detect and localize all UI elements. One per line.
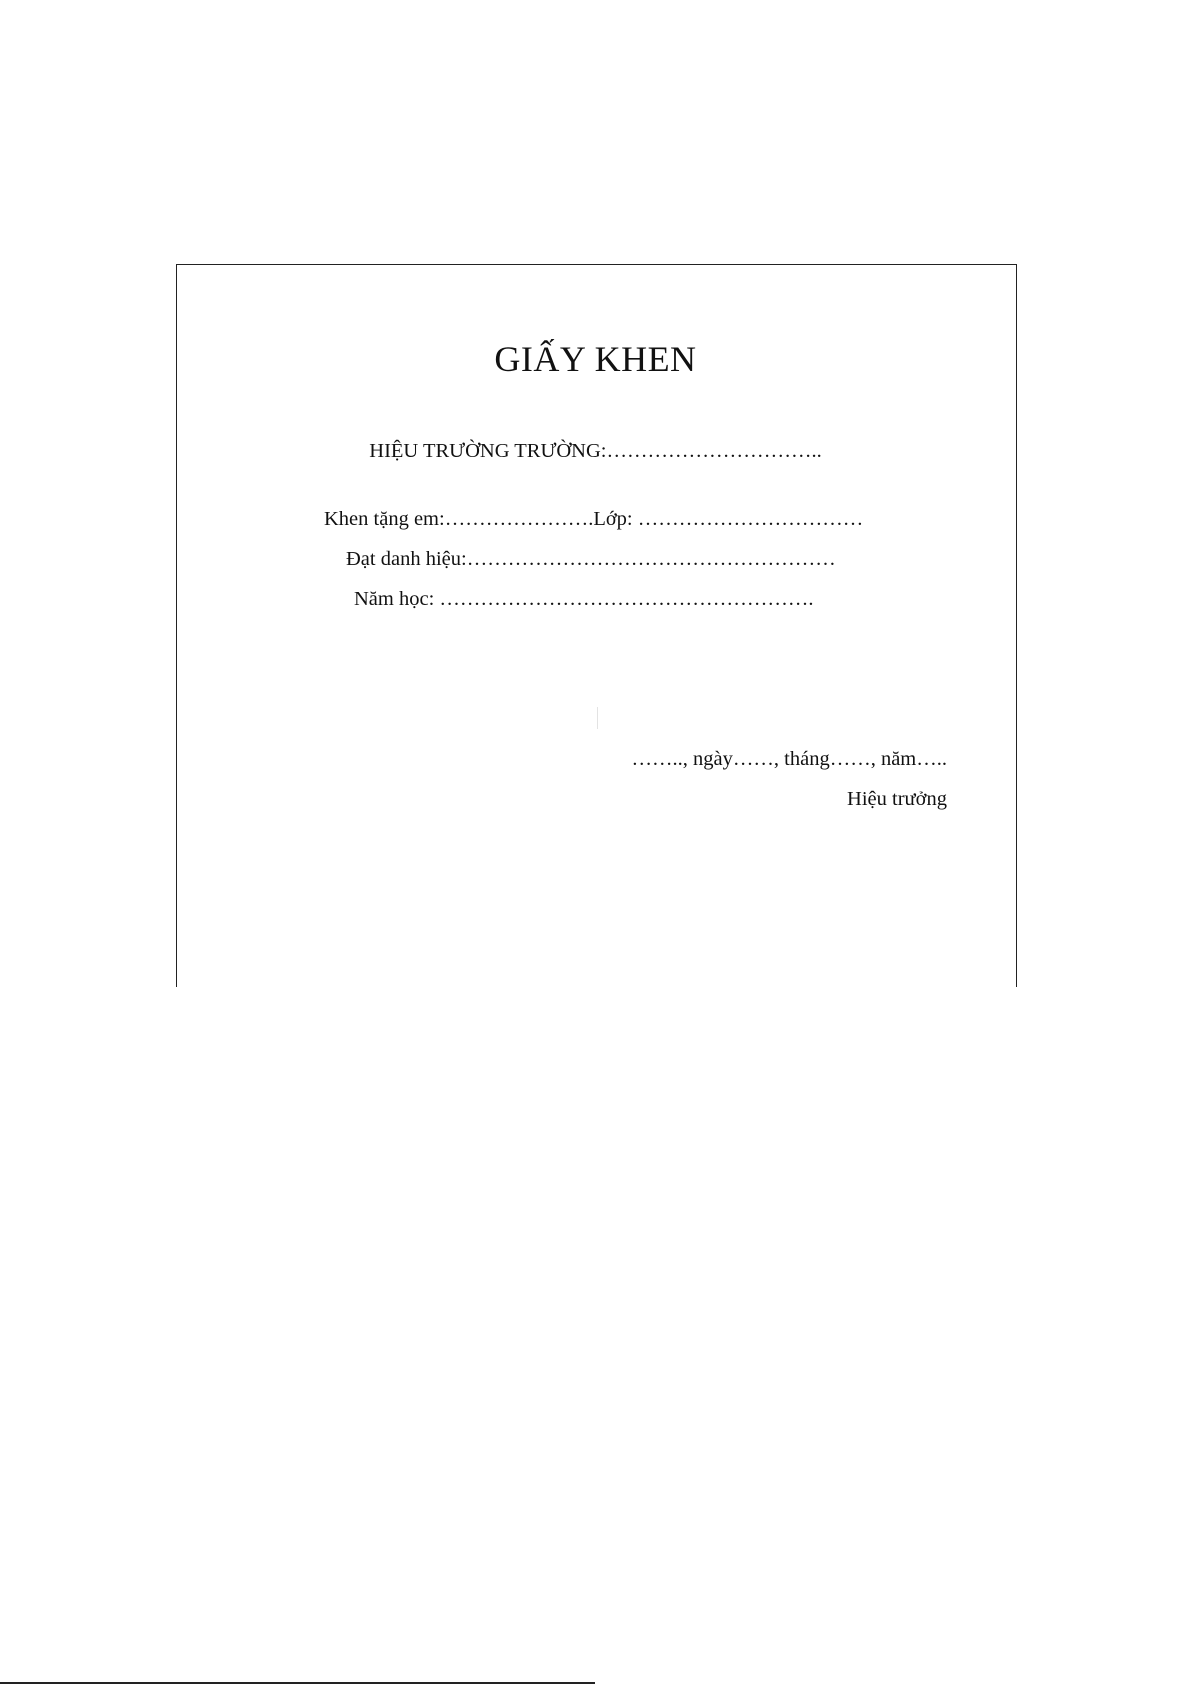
signer-title: Hiệu trưởng [847,788,947,810]
school-year-line: Năm học: ………………………………………………. [354,588,814,610]
date-line: …….., ngày……, tháng……, năm….. [631,748,947,770]
award-student-line: Khen tặng em:………………….Lớp: …………………………… [324,508,864,530]
award-title-line: Đạt danh hiệu:……………………………………………… [346,548,836,570]
faint-divider-mark [597,707,598,729]
certificate-title: GIẤY KHEN [494,339,697,379]
footnote-rule [0,1682,595,1684]
principal-school-line: HIỆU TRƯỜNG TRƯỜNG:………………………….. [369,440,822,462]
